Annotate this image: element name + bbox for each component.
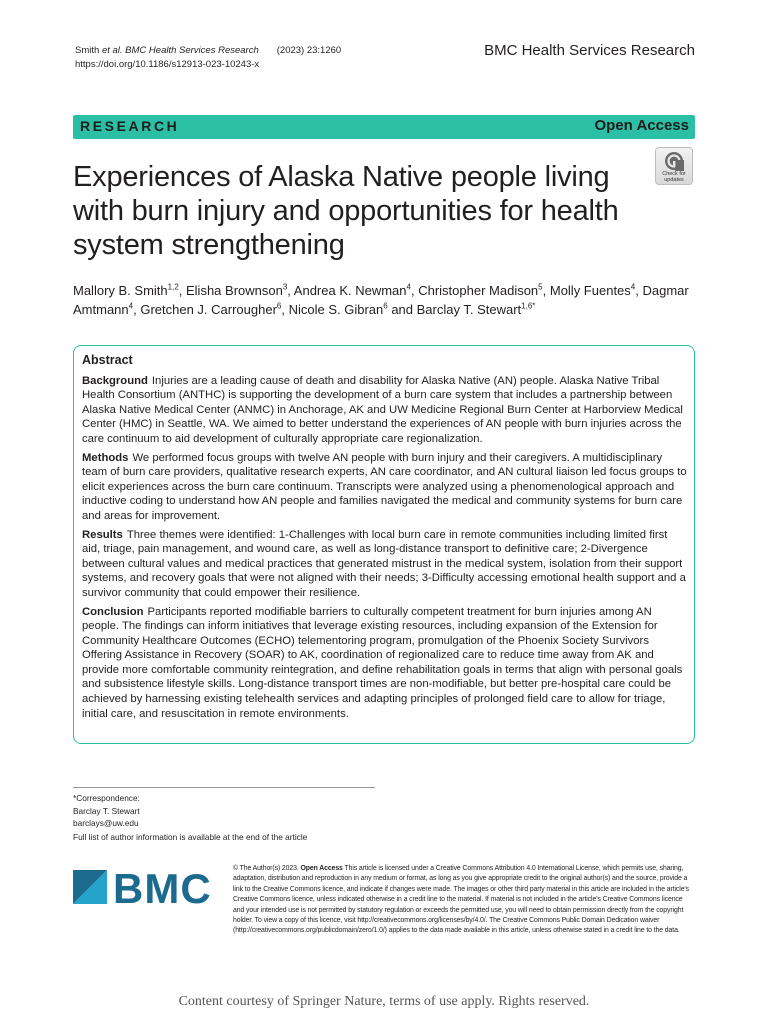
abstract-box [73,345,695,744]
license-open-access: Open Access [300,865,343,872]
section-label: Conclusion [82,605,144,618]
check-updates-line2: updates [664,177,684,183]
author-affiliation: 1,6* [521,301,536,311]
check-updates-icon [664,151,684,171]
citation-authors: Smith [75,45,102,56]
author-name: Christopher Madison [418,283,539,298]
check-updates-line1: Check for [662,171,686,177]
bmc-logo-text: BMC [113,866,212,908]
author-name: Molly Fuentes [549,283,631,298]
section-label: Results [82,528,123,541]
abstract-results [82,528,688,601]
author-name: Elisha Brownson [186,283,283,298]
citation-header [75,44,341,72]
license-body-3: ) applies to the data made available in this article, unless otherwise stated in a credit line to the data. [384,927,680,935]
article-type-label: RESEARCH [80,118,180,134]
author-name: Nicole S. Gibran [288,302,384,317]
section-text: Participants reported modifiable barriers to culturally competent treatment for burn injuries among AN people. The findings can inform initiatives that leverage existing resources, including expansion of the Extension for Community Healthcare Outcomes (ECHO) telementoring program, promulgation of the Phoenix Society Survivors Offering Assistance in Recovery (SOAR) to AK, coordination of regionalized care to reduce time away from AK and provide more comfortable community reintegration, and define rehabilitation goals in terms that align with personal goals and subsistence lifestyle skills. Long-distance transport times are non-modifiable, but better pre-hospital care could be achieved by harnessing existing telehealth services and adapting principles of prolonged field care to allow for triage, initial care, and resuscitation in remote environments. [82,605,683,720]
check-for-updates-button[interactable] [655,147,693,185]
citation-line [75,44,341,58]
author-affiliation: 4 [406,282,411,292]
correspondence-name: Barclay T. Stewart [73,805,140,816]
author-affiliation: 6 [383,301,388,311]
license-copyright: © The Author(s) 2023. [233,865,301,872]
section-text: Injuries are a leading cause of death and disability for Alaska Native (AN) people. Alaska Native Tribal Health Consortium (ANTHC) is supporting the development of a burn care system that includes a partnership between Alaska Native Medical Center (ANMC) in Anchorage, AK and UW Medicine Regional Burn Center at Harborview Medical Center (HMC) in Seattle, WA. We aimed to better understand the experiences of AN people with burn injuries across the care continuum to aid development of culturally appropriate care regionalization. [82,374,683,445]
license-text [233,864,695,937]
abstract-methods [82,451,688,524]
author-affiliation: 4 [128,301,134,311]
bmc-logo [73,866,213,908]
journal-name: BMC Health Services Research [484,42,695,59]
doi-link[interactable]: https://doi.org/10.1186/s12913-023-10243-x [75,59,260,70]
author-list: Mallory B. Smith$^{1,2}$, Elisha Brownson$^3$, Andrea K. Newman$^4$, Christopher Madison$^5$, Molly Fuentes$^4$, Dagmar Amtmann$^4$, Gretchen J. Carrougher$^6$, Nicole S. Gibran$^6$ and Barclay T. Stewart$^{1,6*}$ [73,282,689,317]
abstract-content [82,353,688,725]
citation-year-volume: (2023) 23:1260 [276,45,342,56]
section-text: Three themes were identified: 1-Challenges with local burn care in remote communities including limited first aid, triage, pain management, and wound care, as well as long-distance transport to definitive care; 2-Divergence between cultural values and medical practices that generated mistrust in the medical system, isolation from their support systems, and recovery goals that were not aligned with their needs; 3-Difficulty accessing emotional health support and a survivor community that could empower their resilience. [82,528,686,599]
author-name: Mallory B. Smith [73,283,168,298]
author-affiliation: 4 [630,282,636,292]
check-updates-text [656,171,692,183]
abstract-conclusion [82,605,688,722]
citation-journal: et al. BMC Health Services Research [101,45,259,56]
author-name: Andrea K. Newman [293,283,407,298]
abstract-heading: Abstract [82,353,133,367]
public-domain-link[interactable]: http://creativecommons.org/publicdomain/zero/1.0/ [235,927,385,935]
license-body: This article is licensed under a Creative Commons Attribution 4.0 International License, which permits use, sharing, adaptation, distribution and reproduction in any medium or format, as long as you give appropriate credit to the original author(s) and the source, provide a link to the Creative Commons licence, and indicate if changes were made. The images or other third party material in this article are included in the article's Creative Commons licence, unless indicated otherwise in a credit line to the material. If material is not included in the article's Creative Commons licence and your intended use is not permitted by statutory regulation or exceeds the permitted use, you will need to obtain permission directly from the copyright holder. To view a copy of this licence, visit [233,865,689,925]
page-footer: Content courtesy of Springer Nature, terms of use apply. Rights reserved. [178,994,590,1009]
section-label: Methods [82,451,129,464]
section-label: Background [82,374,148,387]
author-affiliation: 3 [282,282,288,292]
author-affiliation: 1,2 [167,282,179,292]
author-name: Gretchen J. Carrougher [140,302,277,317]
author-info-note: Full list of author information is available at the end of the article [73,832,308,842]
article-title: Experiences of Alaska Native people living with burn injury and opportunities for health system strengthening [73,161,619,261]
research-banner [73,115,695,139]
footnote-divider [73,787,375,788]
author-name: Dagmar Amtmann [73,283,689,317]
license-body-2: . The Creative Commons Public Domain Dedication waiver ( [233,917,660,935]
correspondence-email[interactable]: barclays@uw.edu [73,818,139,828]
correspondence-label: *Correspondence: [73,793,140,803]
abstract-background [82,374,688,447]
license-link[interactable]: http://creativecommons.org/licenses/by/4.0/ [357,917,486,925]
author-name: Barclay T. Stewart [416,302,522,317]
author-affiliation: 5 [538,282,543,292]
author-affiliation: 6 [276,301,282,311]
correspondence-block [73,792,140,830]
section-text: We performed focus groups with twelve AN people with burn injury and their caregivers. A multidisciplinary team of burn care providers, qualitative research experts, AN care coordinator, and AN cultural liaison led focus groups to elicit experiences across the burn care continuum. Transcripts were analyzed using a phenomenological approach and inductive coding to understand how AN people and families navigated the medical and community systems for burn care and areas for improvement. [82,451,687,522]
open-access-label: Open Access [594,117,689,134]
